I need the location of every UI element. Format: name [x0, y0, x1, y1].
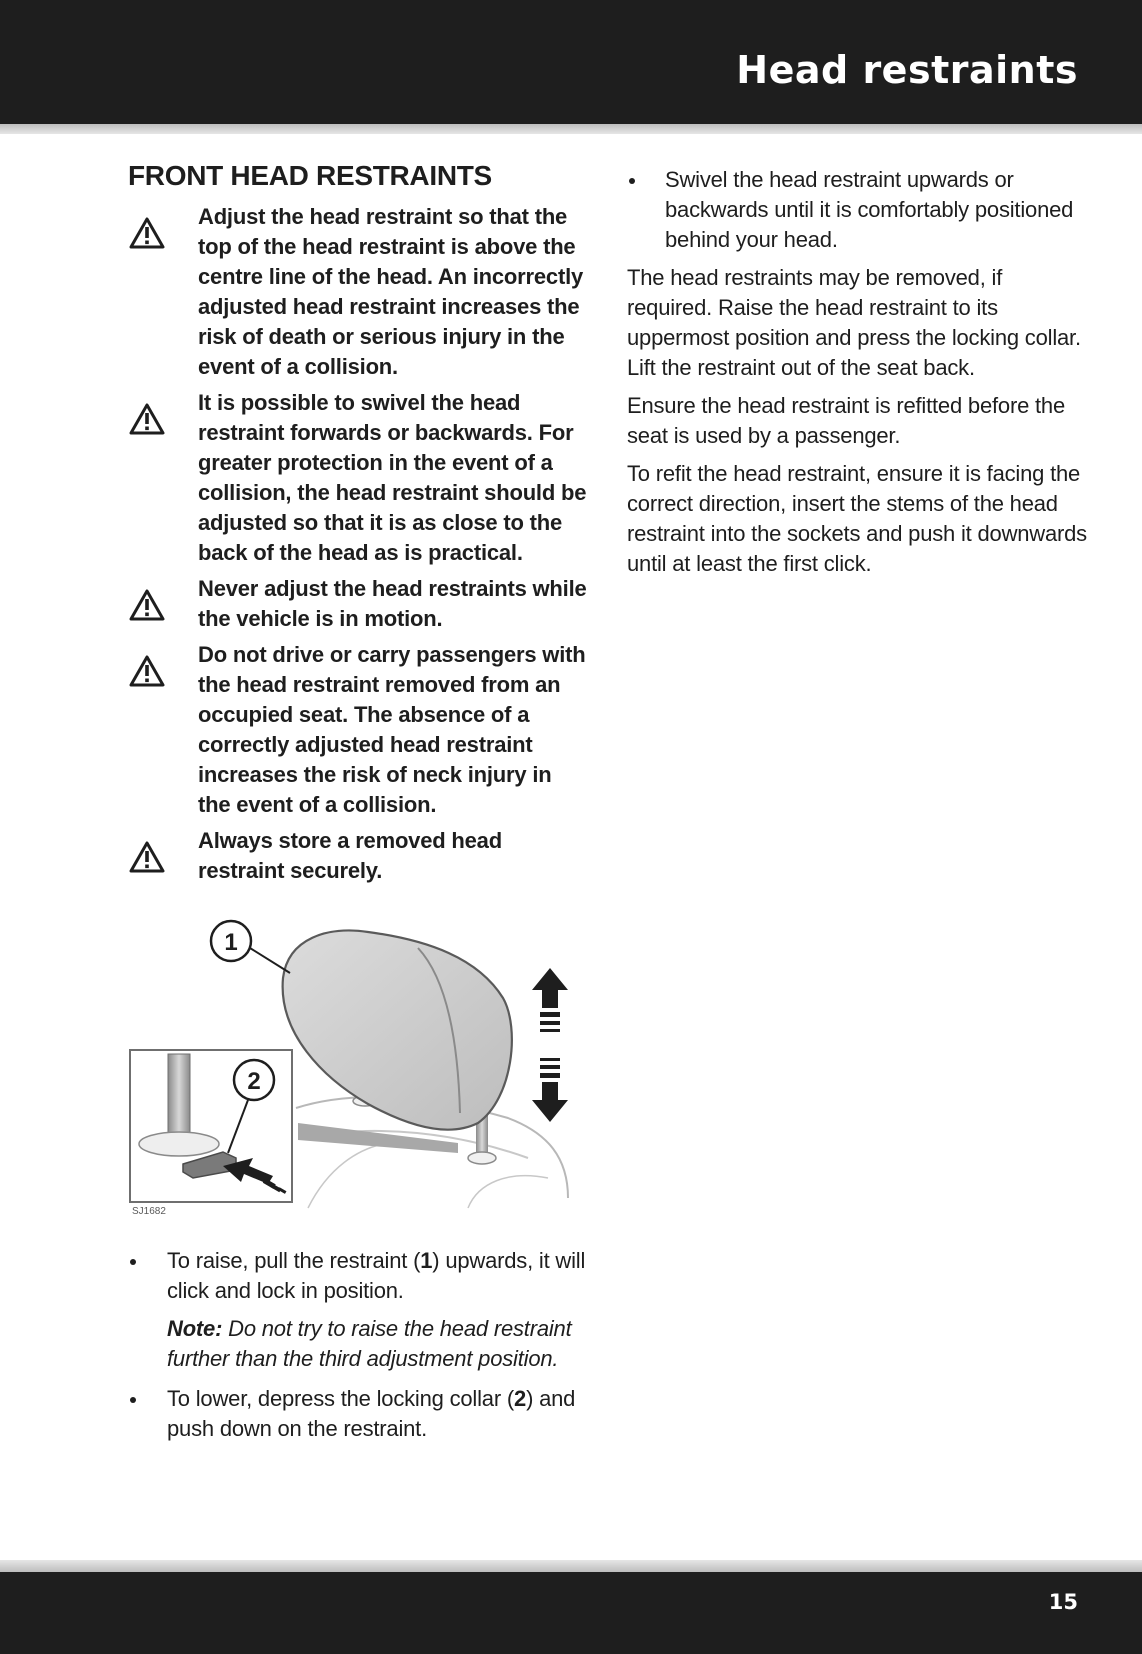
note-label: Note:: [167, 1316, 223, 1341]
lower-text-end: ) and push down on the restraint.: [167, 1386, 576, 1441]
section-heading: FRONT HEAD RESTRAINTS: [128, 160, 492, 191]
warning-triangle-icon: [128, 840, 166, 874]
list-item: [128, 1246, 588, 1374]
header-divider: [0, 124, 1142, 134]
list-item: [128, 1384, 588, 1444]
page-title: Head restraints: [736, 48, 1078, 92]
page-number: 15: [1048, 1590, 1078, 1614]
warning-triangle-icon: [128, 588, 166, 622]
footer-divider: [0, 1560, 1142, 1572]
illustration-svg: [128, 908, 578, 1218]
warning-text: Always store a removed head restraint securely.: [198, 828, 502, 883]
warning-text: It is possible to swivel the head restraint forwards or backwards. For greater protection in the event of a collision, the head restraint should be adjusted so that it is as close to the back of the head as is practical.: [198, 390, 587, 565]
lower-text-start: To lower, depress the locking collar (: [167, 1386, 515, 1411]
raise-text-start: To raise, pull the restraint (: [167, 1248, 421, 1273]
bullet-icon: [130, 1397, 136, 1403]
warning-text: Never adjust the head restraints while the vehicle is in motion.: [198, 576, 587, 631]
list-item: [627, 165, 1087, 255]
warning-triangle-icon: [128, 216, 166, 250]
instruction-list: [128, 1246, 588, 1444]
left-column: [128, 160, 588, 1450]
warning-block: [128, 388, 588, 568]
callout-1: 1: [224, 929, 238, 956]
callout-2: 2: [247, 1068, 261, 1095]
note-text: Do not try to raise the head restraint further than the third adjustment position.: [167, 1316, 572, 1371]
raise-callout-ref: 1: [420, 1248, 433, 1273]
bullet-icon: [130, 1259, 136, 1265]
lower-callout-ref: 2: [514, 1386, 527, 1411]
paragraph: To refit the head restraint, ensure it is facing the correct direction, insert the stems of the head restraint into the sockets and push it downwards until at least the first click.: [627, 461, 1087, 576]
warning-block: [128, 202, 588, 382]
warning-block: [128, 574, 588, 634]
warning-text: Do not drive or carry passengers with the head restraint removed from an occupied seat. The absence of a correctly adjusted head restraint increases the risk of neck injury in the event of a collision.: [198, 642, 586, 817]
head-restraint-illustration: [128, 908, 578, 1218]
figure-code: SJ1682: [132, 1206, 166, 1217]
warning-block: [128, 826, 588, 886]
note: [167, 1314, 588, 1374]
paragraph: The head restraints may be removed, if required. Raise the head restraint to its uppermost position and press the locking collar. Lift the restraint out of the seat back.: [627, 265, 1081, 380]
right-column: [627, 165, 1087, 587]
warning-block: [128, 640, 588, 820]
warning-text: Adjust the head restraint so that the top of the head restraint is above the centre line of the head. An incorrectly adjusted head restraint increases the risk of death or serious injury in the event of a collision.: [198, 204, 584, 379]
raise-text-end: ) upwards, it will click and lock in position.: [167, 1248, 586, 1303]
warning-triangle-icon: [128, 654, 166, 688]
paragraph: Ensure the head restraint is refitted before the seat is used by a passenger.: [627, 393, 1065, 448]
bullet-icon: [629, 178, 635, 184]
swivel-instruction: Swivel the head restraint upwards or backwards until it is comfortably positioned behind your head.: [665, 167, 1074, 252]
page-footer: [0, 1572, 1142, 1654]
warning-triangle-icon: [128, 402, 166, 436]
